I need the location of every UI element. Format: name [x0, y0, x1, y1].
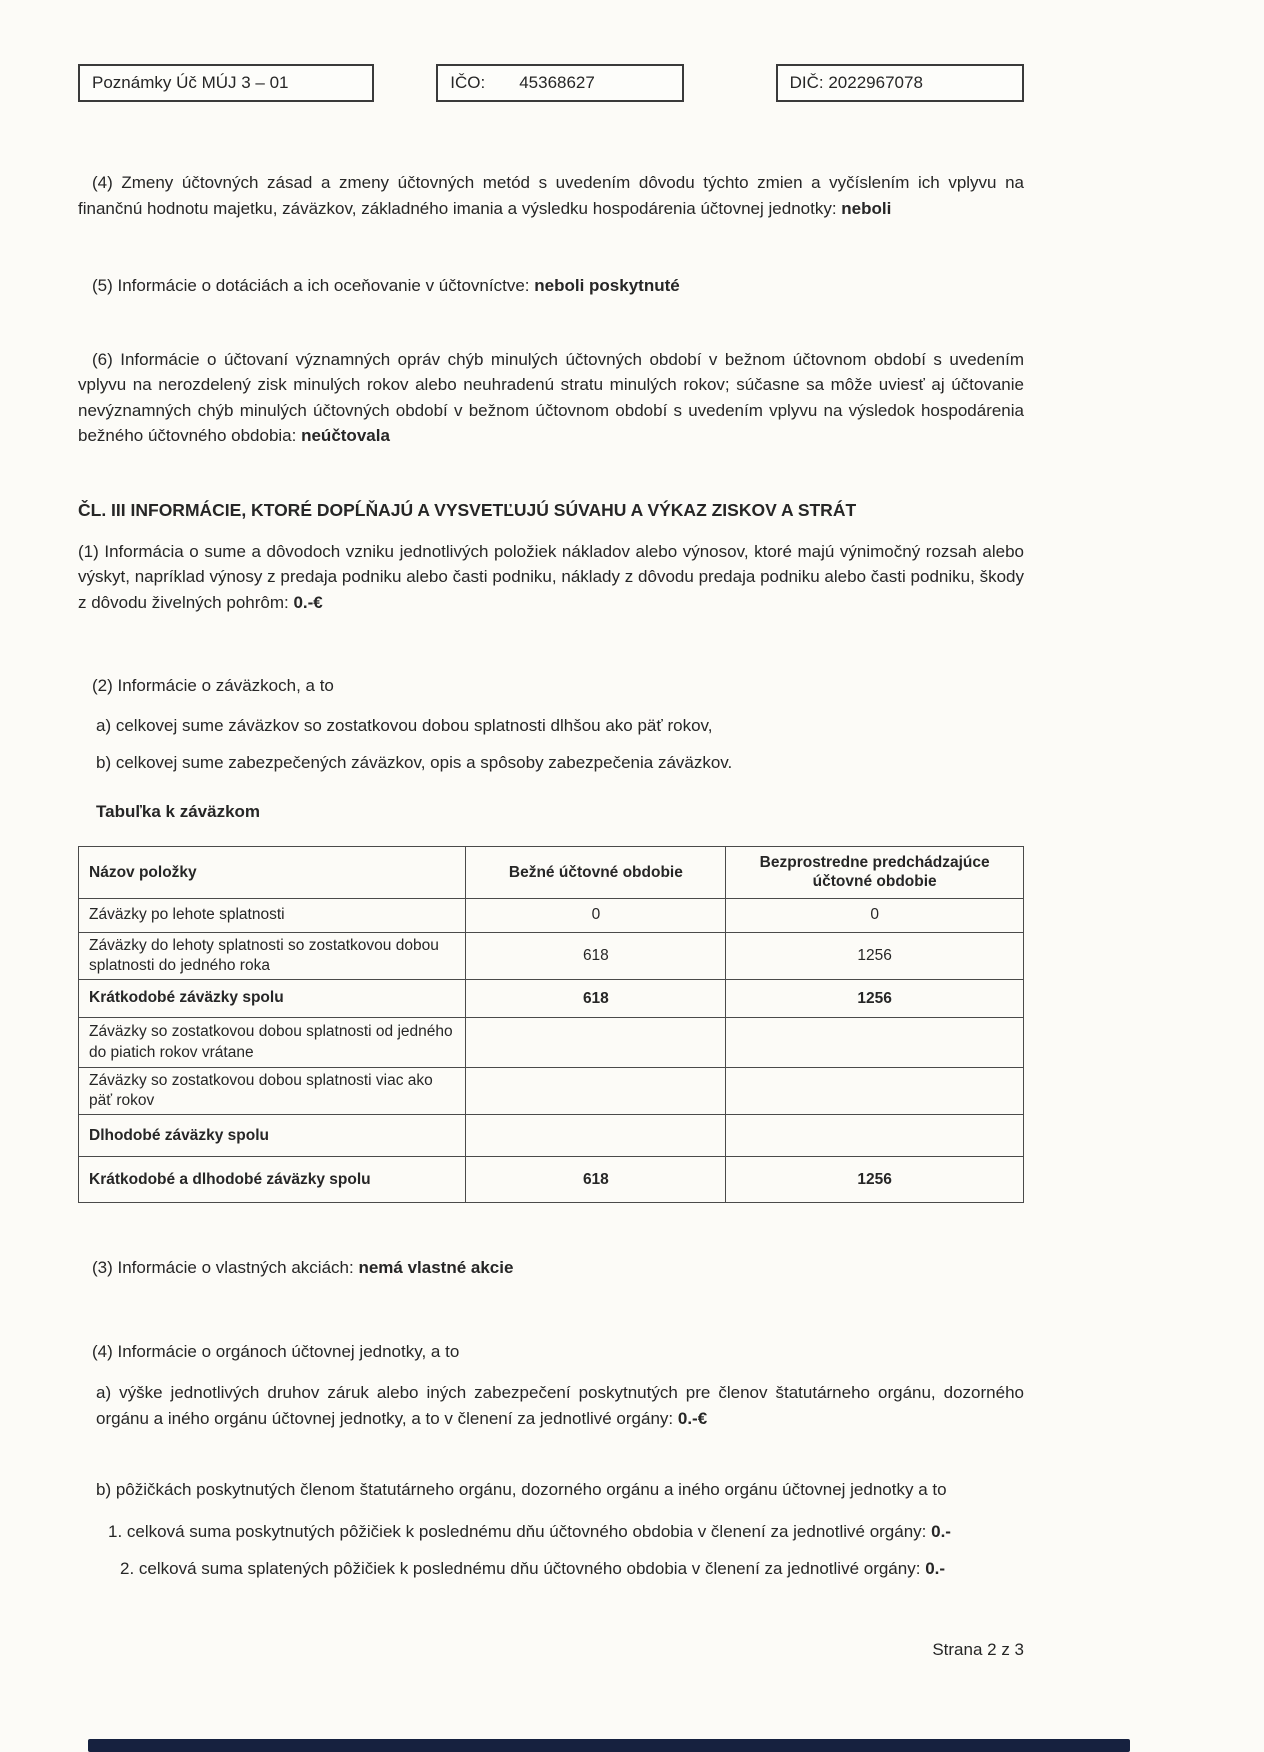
- liabilities-table: [78, 846, 1024, 1204]
- row-previous: 1256: [726, 932, 1024, 979]
- dic-box: [776, 64, 1024, 102]
- paragraph-cl3-4: (4) Informácie o orgánoch účtovnej jednotky, a to: [92, 1341, 460, 1361]
- row-name: Záväzky do lehoty splatnosti so zostatkovou dobou splatnosti do jedného roka: [79, 932, 466, 979]
- section-heading-cl3: ČL. III INFORMÁCIE, KTORÉ DOPĹŇAJÚ A VYSVETĽUJÚ SÚVAHU A VÝKAZ ZISKOV A STRÁT: [78, 499, 857, 520]
- form-title-box: [78, 64, 374, 102]
- paragraph-cl3-4b-1-text: 1. celková suma poskytnutých pôžičiek k poslednému dňu účtovného obdobia v členení za jednotlivé orgány:: [108, 1521, 927, 1541]
- paragraph-cl3-4b-2-value: 0.-: [925, 1559, 946, 1579]
- paragraph-4-value: neboli: [841, 198, 892, 218]
- row-previous: 0: [726, 898, 1024, 932]
- form-header: [78, 64, 1024, 102]
- paragraph-cl3-2a: a) celkovej sume záväzkov so zostatkovou dobou splatnosti dlhšou ako päť rokov,: [96, 715, 713, 735]
- row-name: Dlhodobé záväzky spolu: [79, 1115, 466, 1157]
- row-current: 0: [466, 898, 726, 932]
- paragraph-5-value: neboli poskytnuté: [534, 276, 680, 295]
- paragraph-cl3-3-value: nemá vlastné akcie: [358, 1258, 514, 1278]
- liabilities-table-wrapper: [78, 846, 1024, 1204]
- row-current: [466, 1018, 726, 1068]
- table-header-current: Bežné účtovné obdobie: [466, 846, 726, 898]
- table-row: [79, 1157, 1024, 1203]
- row-name: Krátkodobé a dlhodobé záväzky spolu: [79, 1157, 466, 1203]
- paragraph-cl3-4a-text: a) výške jednotlivých druhov záruk alebo iných zabezpečení poskytnutých pre členov štatutárneho orgánu, dozorného orgánu a iného orgánu účtovnej jednotky, a to v členení za jednotlivé orgány:: [96, 1383, 1024, 1428]
- table-header-name: Názov položky: [79, 846, 466, 898]
- table-row: [79, 980, 1024, 1018]
- paragraph-cl3-1-text: (1) Informácia o sume a dôvodoch vzniku jednotlivých položiek nákladov alebo výnosov, ktoré majú výnimočný rozsah alebo výskyt, napríklad výnosy z predaja podniku alebo časti podniku, náklady z dôvodu predaja podniku alebo časti podniku, škody z dôvodu živelných pohrôm:: [78, 541, 1024, 612]
- dic-value: DIČ: 2022967078: [789, 73, 923, 92]
- scan-artifact-bar: [88, 1739, 1130, 1752]
- ico-value: 45368627: [519, 73, 595, 92]
- row-current: 618: [466, 980, 726, 1018]
- paragraph-cl3-4b-2: [120, 1556, 1024, 1582]
- paragraph-cl3-1: [78, 539, 1024, 616]
- paragraph-6: [78, 347, 1024, 449]
- table-header-previous: Bezprostredne predchádzajúce účtovné obdobie: [726, 846, 1024, 898]
- row-previous: [726, 1068, 1024, 1115]
- row-current: 618: [466, 932, 726, 979]
- paragraph-cl3-2b: b) celkovej sume zabezpečených záväzkov, opis a spôsoby zabezpečenia záväzkov.: [96, 753, 733, 773]
- row-current: [466, 1115, 726, 1157]
- paragraph-cl3-4a-value: 0.-€: [677, 1408, 708, 1428]
- row-current: 618: [466, 1157, 726, 1203]
- table-title: Tabuľka k záväzkom: [96, 801, 261, 821]
- paragraph-6-value: neúčtovala: [301, 426, 390, 445]
- table-row: [79, 932, 1024, 979]
- row-previous: [726, 1115, 1024, 1157]
- page-number: Strana 2 z 3: [932, 1639, 1024, 1659]
- paragraph-cl3-4b-2-text: 2. celková suma splatených pôžičiek k poslednému dňu účtovného obdobia v členení za jednotlivé orgány:: [120, 1559, 921, 1579]
- row-name: Krátkodobé záväzky spolu: [79, 980, 466, 1018]
- paragraph-cl3-2: (2) Informácie o záväzkoch, a to: [92, 676, 334, 696]
- paragraph-cl3-4a: [96, 1380, 1024, 1431]
- form-title: Poznámky Úč MÚJ 3 – 01: [92, 73, 289, 92]
- row-name: Záväzky so zostatkovou dobou splatnosti od jedného do piatich rokov vrátane: [79, 1018, 466, 1068]
- table-row: [79, 898, 1024, 932]
- paragraph-cl3-3: [78, 1255, 1024, 1281]
- row-previous: 1256: [726, 980, 1024, 1018]
- row-current: [466, 1068, 726, 1115]
- row-previous: 1256: [726, 1157, 1024, 1203]
- paragraph-4: [78, 170, 1024, 221]
- paragraph-5: [78, 273, 1024, 299]
- row-previous: [726, 1018, 1024, 1068]
- table-row: [79, 1115, 1024, 1157]
- ico-box: [436, 64, 683, 102]
- table-row: [79, 1068, 1024, 1115]
- table-row: [79, 1018, 1024, 1068]
- paragraph-5-text: (5) Informácie o dotáciách a ich oceňovanie v účtovníctve:: [92, 276, 530, 295]
- paragraph-6-text: (6) Informácie o účtovaní významných opráv chýb minulých účtovných období v bežnom účtovnom období s uvedením vplyvu na nerozdelený zisk minulých rokov alebo neuhradenú stratu minulých rokov; súčasne sa môže uviesť aj účtovanie nevýznamných chýb minulých účtovných období v bežnom účtovnom období s uvedením vplyvu na výsledok hospodárenia bežného účtovného obdobia:: [78, 349, 1024, 445]
- paragraph-cl3-4b-1-value: 0.-: [931, 1521, 951, 1541]
- paragraph-cl3-4b: b) pôžičkách poskytnutých členom štatutárneho orgánu, dozorného orgánu a iného orgánu účtovnej jednotky a to: [96, 1480, 947, 1500]
- table-header-row: [79, 846, 1024, 898]
- paragraph-cl3-4b-1: [108, 1519, 1024, 1545]
- paragraph-cl3-3-text: (3) Informácie o vlastných akciách:: [92, 1258, 354, 1278]
- ico-label: IČO:: [450, 73, 486, 92]
- row-name: Záväzky so zostatkovou dobou splatnosti viac ako päť rokov: [79, 1068, 466, 1115]
- paragraph-4-text: (4) Zmeny účtovných zásad a zmeny účtovných metód s uvedením dôvodu týchto zmien a vyčíslením ich vplyvu na finančnú hodnotu majetku, záväzkov, základného imania a výsledku hospodárenia účtovnej jednotky:: [78, 173, 1024, 218]
- row-name: Záväzky po lehote splatnosti: [79, 898, 466, 932]
- paragraph-cl3-1-value: 0.-€: [293, 592, 323, 612]
